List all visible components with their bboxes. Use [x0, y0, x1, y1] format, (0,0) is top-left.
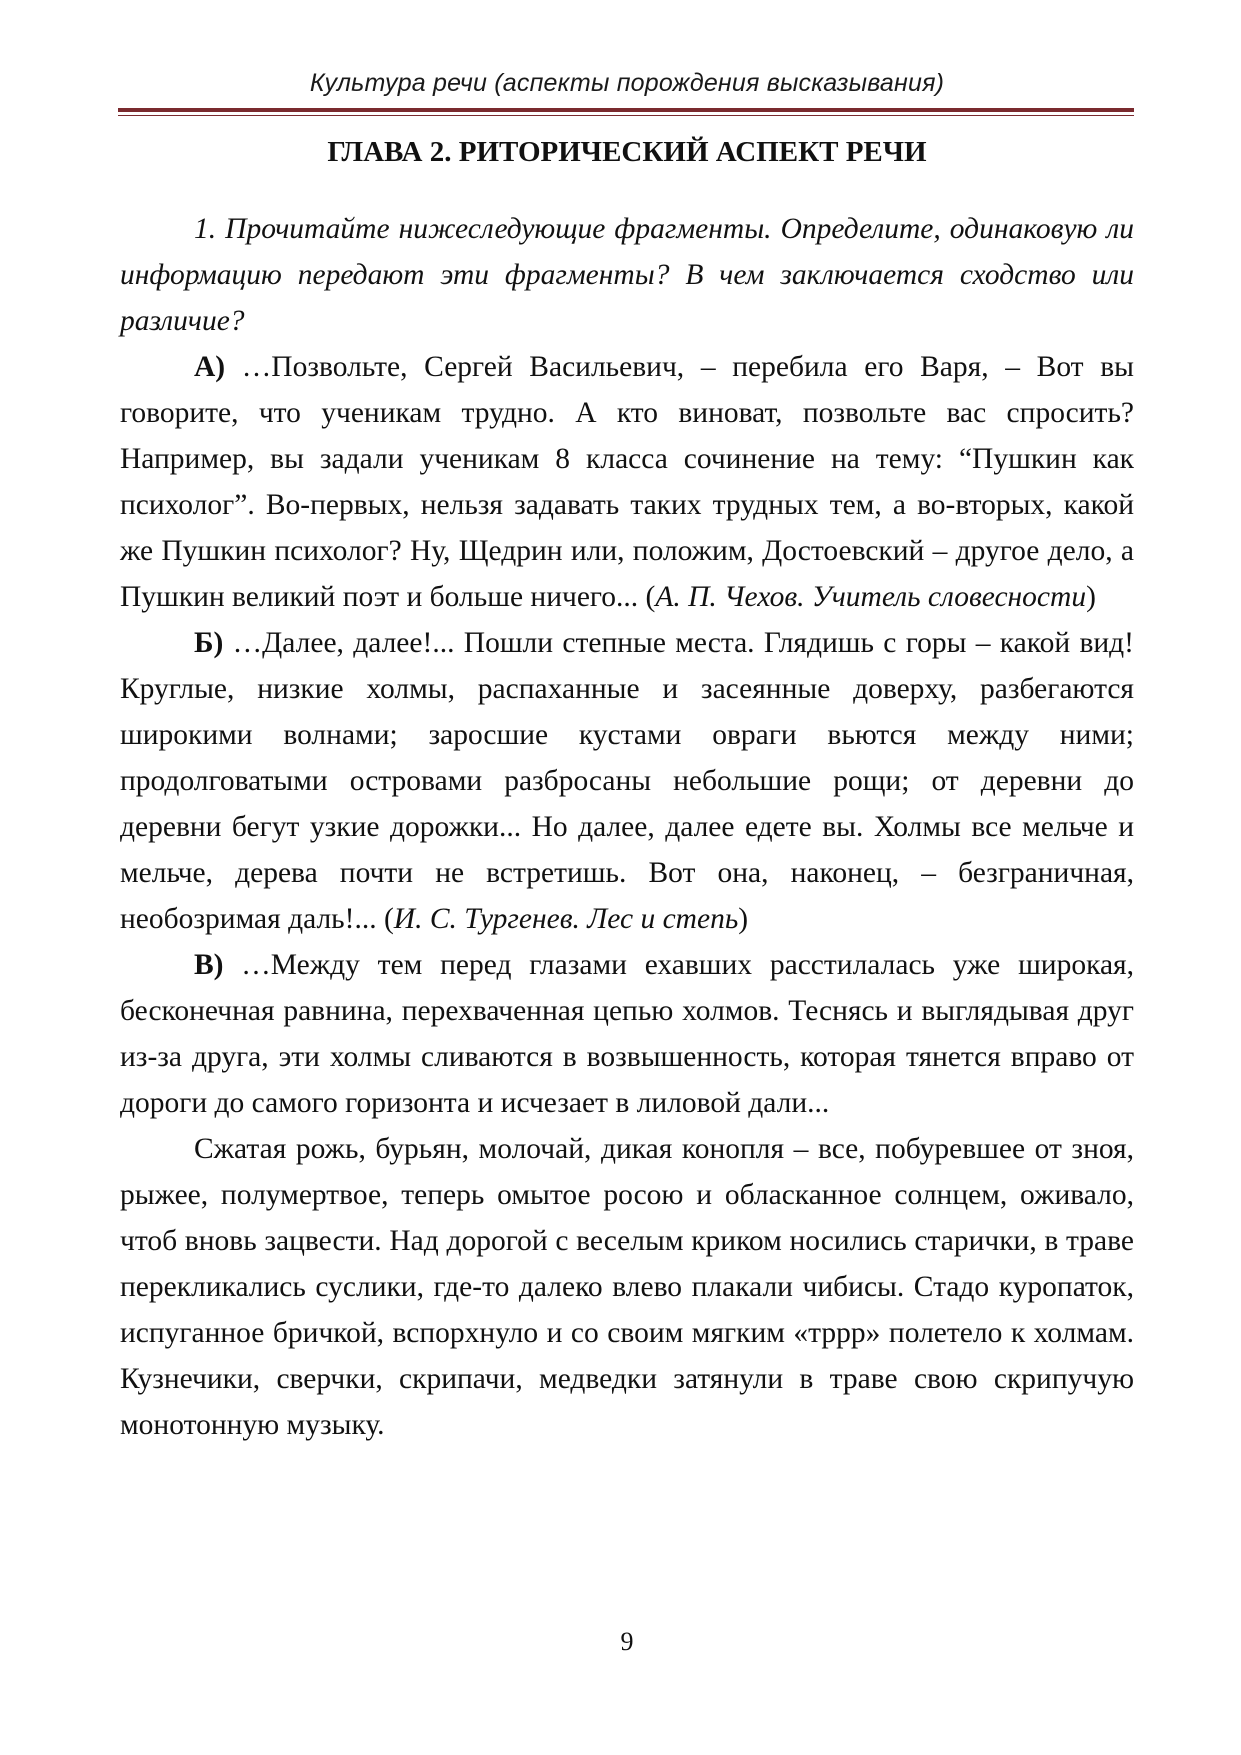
fragment-source: И. С. Тургенев. Лес и степь	[393, 903, 739, 935]
header-rule-thin	[118, 115, 1134, 116]
fragment-label: В)	[194, 949, 224, 981]
fragment-close: )	[738, 903, 749, 935]
chapter-title: ГЛАВА 2. РИТОРИЧЕСКИЙ АСПЕКТ РЕЧИ	[327, 136, 927, 168]
fragment-a	[120, 344, 1134, 620]
header-rule	[118, 108, 1134, 112]
page-number: 9	[620, 1627, 634, 1656]
fragment-close: )	[1086, 581, 1096, 613]
fragment-source: А. П. Чехов. Учитель словесности	[655, 581, 1087, 613]
continuation-paragraph: Сжатая рожь, бурьян, молочай, дикая конопля – все, побуревшее от зноя, рыжее, полумертвое, теперь омытое росою и обласканное солнцем, оживало, чтоб вновь зацвести. Над дорогой с веселым криком носились старички, в траве перекликались суслики, где-то далеко влево плакали чибисы. Стадо куропаток, испуганное бричкой, вспорхнуло и со своим мягким «тррр» полетело к холмам. Кузнечики, сверчки, скрипачи, медведки затянули в траве свою скрипучую монотонную музыку.	[120, 1133, 1134, 1441]
fragment-text: …Позвольте, Сергей Васильевич, – перебила его Варя, – Вот вы говорите, что ученикам трудно. А кто виноват, позвольте вас спросить? Например, вы задали ученикам 8 класса сочинение на тему: “Пушкин как психолог”. Во-первых, нельзя задавать таких трудных тем, а во-вторых, какой же Пушкин психолог? Ну, Щедрин или, положим, Достоевский – другое дело, а Пушкин великий поэт и больше ничего... (	[120, 351, 1134, 613]
task-paragraph: 1. Прочитайте нижеследующие фрагменты. Определите, одинаковую ли информацию передают эти фрагменты? В чем заключается сходство или различие?	[120, 213, 1134, 337]
body-text	[120, 206, 1134, 1448]
fragment-c	[120, 942, 1134, 1126]
running-header: Культура речи (аспекты порождения высказывания)	[309, 69, 945, 97]
fragment-b	[120, 620, 1134, 942]
fragment-label: А)	[194, 351, 226, 383]
fragment-text: …Между тем перед глазами ехавших расстилалась уже широкая, бесконечная равнина, перехваченная цепью холмов. Теснясь и выглядывая друг из-за друга, эти холмы сливаются в возвышенность, которая тянется вправо от дороги до самого горизонта и исчезает в лиловой дали...	[120, 949, 1134, 1119]
fragment-text: …Далее, далее!... Пошли степные места. Глядишь с горы – какой вид! Круглые, низкие холмы, распаханные и засеянные доверху, разбегаются широкими волнами; заросшие кустами овраги вьются между ними; продолговатыми островами разбросаны небольшие рощи; от деревни до деревни бегут узкие дорожки... Но далее, далее едете вы. Холмы все мельче и мельче, дерева почти не встретишь. Вот она, наконец, – безграничная, необозримая даль!... (	[120, 627, 1134, 935]
fragment-label: Б)	[194, 627, 224, 659]
